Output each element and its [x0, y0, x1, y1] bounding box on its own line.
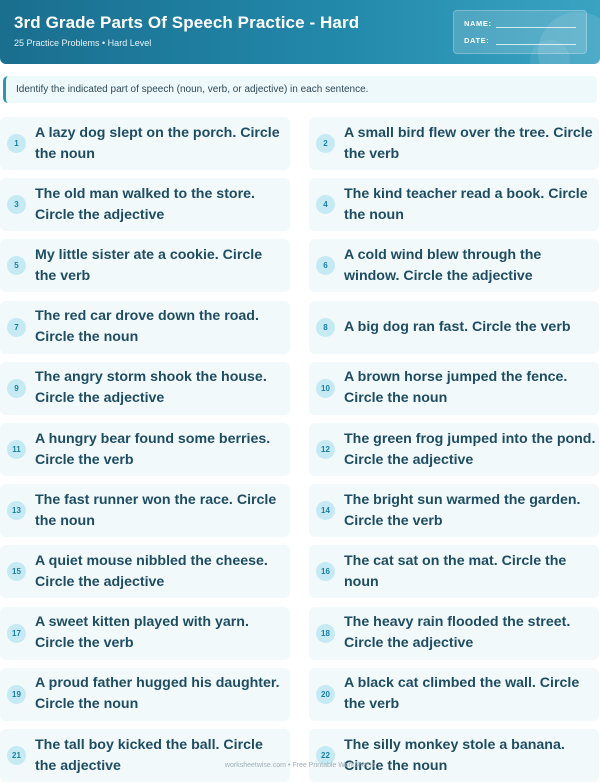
problem-text: [35, 301, 287, 354]
problem-sentence: A quiet mouse nibbled the cheese. Circle the adjective: [35, 552, 268, 590]
problem-number-badge: 16: [316, 562, 335, 581]
problem-text: [35, 117, 287, 170]
problem-card: [0, 362, 290, 415]
problem-text: [344, 545, 596, 598]
problem-card: [309, 545, 599, 598]
problem-card: [309, 239, 599, 292]
problem-sentence: The silly monkey stole a banana. Circle the noun: [344, 736, 565, 774]
footer: worksheetwise.com • Free Printable Worksheets: [224, 762, 376, 769]
problem-card: [309, 117, 599, 170]
problem-text: [35, 668, 287, 721]
problem-card: [0, 239, 290, 292]
problem-sentence: The red car drove down the road. Circle the noun: [35, 308, 259, 346]
problem-sentence: A cold wind blew through the window. Circle the adjective: [344, 246, 542, 284]
problem-card: [309, 362, 599, 415]
problem-text: [344, 729, 596, 782]
problem-number-badge: 9: [7, 379, 26, 398]
problem-text: [35, 362, 287, 415]
problem-number-badge: 10: [316, 379, 335, 398]
name-line: [496, 27, 576, 28]
problem-number-badge: 15: [7, 562, 26, 581]
problem-number-badge: 21: [7, 746, 26, 765]
problem-card: [0, 607, 290, 660]
problem-sentence: A big dog ran fast. Circle the verb: [344, 318, 571, 335]
problem-text: [344, 484, 596, 537]
name-label: NAME:: [464, 19, 492, 28]
problem-text: [344, 178, 596, 231]
problem-text: [35, 178, 287, 231]
problem-sentence: The bright sun warmed the garden. Circle the verb: [344, 491, 581, 529]
problem-sentence: The tall boy kicked the ball. Circle the adjective: [35, 736, 263, 774]
problem-sentence: My little sister ate a cookie. Circle the verb: [35, 246, 263, 284]
problem-sentence: The old man walked to the store. Circle the adjective: [35, 185, 255, 223]
problem-text: [35, 607, 287, 660]
problem-card: [0, 668, 290, 721]
problem-number-badge: 4: [316, 195, 335, 214]
problem-card: [309, 607, 599, 660]
problem-number-badge: 6: [316, 256, 335, 275]
problem-number-badge: 5: [7, 256, 26, 275]
problem-sentence: A hungry bear found some berries. Circle the verb: [35, 430, 271, 468]
problem-sentence: The heavy rain flooded the street. Circle the adjective: [344, 614, 571, 652]
problem-text: [344, 301, 596, 354]
problem-number-badge: 7: [7, 318, 26, 337]
problem-text: [35, 484, 287, 537]
name-date-box: [453, 10, 587, 54]
date-label: DATE:: [464, 36, 490, 45]
problem-text: [35, 423, 287, 476]
problem-number-badge: 11: [7, 440, 26, 459]
problem-number-badge: 17: [7, 624, 26, 643]
problem-number-badge: 14: [316, 501, 335, 520]
problem-sentence: The angry storm shook the house. Circle the adjective: [35, 369, 267, 407]
problem-card: [0, 484, 290, 537]
instructions-box: Identify the indicated part of speech (noun, verb, or adjective) in each sentence.: [3, 76, 597, 103]
problem-number-badge: 1: [7, 134, 26, 153]
problem-number-badge: 3: [7, 195, 26, 214]
problem-sentence: The green frog jumped into the pond. Circle the adjective: [344, 430, 596, 468]
problem-text: [344, 668, 596, 721]
problem-card: [309, 668, 599, 721]
problem-number-badge: 12: [316, 440, 335, 459]
problem-sentence: A lazy dog slept on the porch. Circle the noun: [35, 124, 280, 162]
problem-sentence: The cat sat on the mat. Circle the noun: [344, 552, 567, 590]
problem-sentence: A proud father hugged his daughter. Circle the noun: [35, 675, 280, 713]
problem-number-badge: 13: [7, 501, 26, 520]
date-line: [496, 44, 576, 45]
problem-text: [344, 362, 596, 415]
problem-number-badge: 2: [316, 134, 335, 153]
problem-sentence: The kind teacher read a book. Circle the noun: [344, 185, 588, 223]
problem-card: [0, 423, 290, 476]
worksheet-header: [0, 0, 600, 64]
problem-card: [309, 484, 599, 537]
date-field: [464, 36, 489, 45]
problem-card: [309, 729, 599, 782]
problem-sentence: A sweet kitten played with yarn. Circle the verb: [35, 614, 249, 652]
page-subtitle: 25 Practice Problems • Hard Level: [14, 38, 152, 48]
problem-card: [309, 178, 599, 231]
problem-text: [344, 423, 596, 476]
problem-number-badge: 18: [316, 624, 335, 643]
problem-text: [35, 239, 287, 292]
problem-number-badge: 19: [7, 685, 26, 704]
problem-number-badge: 20: [316, 685, 335, 704]
problem-sentence: A brown horse jumped the fence. Circle the noun: [344, 369, 568, 407]
problem-sentence: A small bird flew over the tree. Circle the verb: [344, 124, 593, 162]
problem-sentence: The fast runner won the race. Circle the noun: [35, 491, 277, 529]
problem-card: [0, 545, 290, 598]
problem-card: [0, 301, 290, 354]
problem-card: [0, 117, 290, 170]
problem-text: [344, 607, 596, 660]
problem-number-badge: 22: [316, 746, 335, 765]
problem-sentence: A black cat climbed the wall. Circle the verb: [344, 675, 580, 713]
problem-card: [0, 729, 290, 782]
page-title: 3rd Grade Parts Of Speech Practice - Hard: [14, 13, 360, 32]
name-field: [464, 19, 492, 28]
problem-text: [35, 545, 287, 598]
problem-text: [344, 239, 596, 292]
problem-text: [344, 117, 596, 170]
problem-card: [0, 178, 290, 231]
problem-card: [309, 423, 599, 476]
problem-number-badge: 8: [316, 318, 335, 337]
problem-text: [35, 729, 287, 782]
problem-card: [309, 301, 599, 354]
